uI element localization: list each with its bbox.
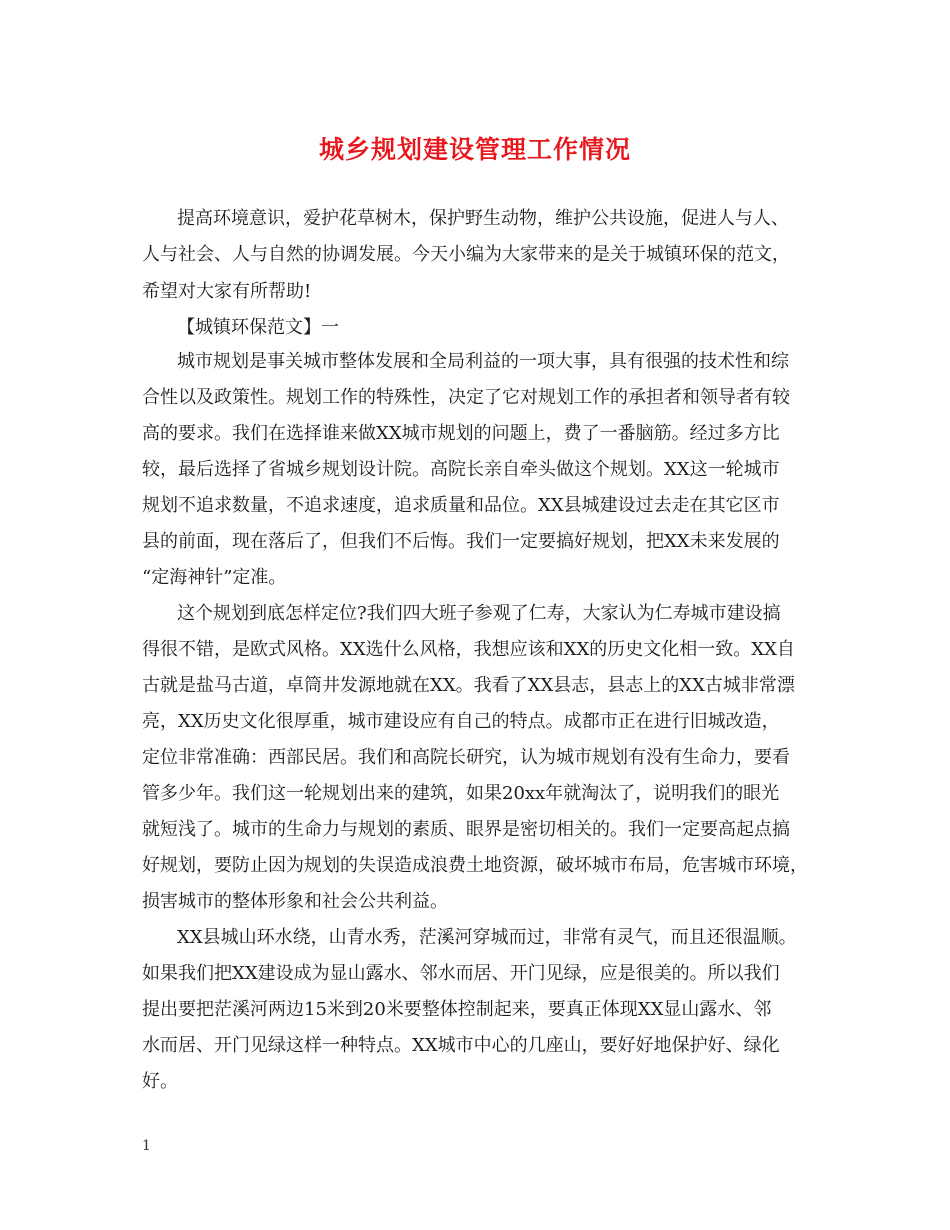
document-title: 城乡规划建设管理工作情况 <box>318 135 631 164</box>
page-number: 1 <box>142 1138 151 1154</box>
paragraph-line: 就短浅了。城市的生命力与规划的素质、眼界是密切相关的。我们一定要高起点搞 <box>142 819 790 840</box>
paragraph-line: 较，最后选择了省城乡规划设计院。高院长亲自牵头做这个规划。XX这一轮城市 <box>142 459 780 480</box>
paragraph-line: 城市规划是事关城市整体发展和全局利益的一项大事，具有很强的技术性和综 <box>177 351 789 372</box>
paragraph-line: 亮，XX历史文化很厚重，城市建设应有自己的特点。成都市正在进行旧城改造， <box>142 711 780 732</box>
paragraph-line: 水而居、开门见绿这样一种特点。XX城市中心的几座山，要好好地保护好、绿化 <box>142 1035 780 1056</box>
paragraph-line: 提高环境意识，爱护花草树木，保护野生动物，维护公共设施，促进人与人、 <box>177 208 789 229</box>
paragraph-line: 人与社会、人与自然的协调发展。今天小编为大家带来的是关于城镇环保的范文， <box>142 244 790 265</box>
paragraph-line: 损害城市的整体形象和社会公共利益。 <box>142 891 448 912</box>
paragraph-line: XX县城山环水绕，山青水秀，茫溪河穿城而过，非常有灵气，而且还很温顺。 <box>177 927 797 948</box>
paragraph-line: 县的前面，现在落后了，但我们不后悔。我们一定要搞好规划，把XX未来发展的 <box>142 531 780 552</box>
paragraph-line: 管多少年。我们这一轮规划出来的建筑，如果20xx年就淘汰了，说明我们的眼光 <box>142 783 780 804</box>
paragraph-line: 提出要把茫溪河两边15米到20米要整体控制起来，要真正体现XX显山露水、邻 <box>142 999 772 1020</box>
paragraph-line: 希望对大家有所帮助! <box>142 281 312 302</box>
section-heading: 【城镇环保范文】一 <box>177 317 339 338</box>
paragraph-line: 好。 <box>142 1071 178 1092</box>
paragraph-line: 古就是盐马古道，卓筒井发源地就在XX。我看了XX县志，县志上的XX古城非常漂 <box>142 675 795 696</box>
paragraph-line: 这个规划到底怎样定位?我们四大班子参观了仁寿，大家认为仁寿城市建设搞 <box>177 603 781 624</box>
paragraph-line: 如果我们把XX建设成为显山露水、邻水而居、开门见绿，应是很美的。所以我们 <box>142 963 780 984</box>
paragraph-line: 高的要求。我们在选择谁来做XX城市规划的问题上，费了一番脑筋。经过多方比 <box>142 423 780 444</box>
paragraph-line: “定海神针”定准。 <box>142 567 287 588</box>
paragraph-line: 规划不追求数量，不追求速度，追求质量和品位。XX县城建设过去走在其它区市 <box>142 495 780 516</box>
paragraph-line: 好规划，要防止因为规划的失误造成浪费土地资源，破坏城市布局，危害城市环境， <box>142 855 808 876</box>
paragraph-line: 合性以及政策性。规划工作的特殊性，决定了它对规划工作的承担者和领导者有较 <box>142 387 790 408</box>
paragraph-line: 定位非常准确：西部民居。我们和高院长研究，认为城市规划有没有生命力，要看 <box>142 747 790 768</box>
paragraph-line: 得很不错，是欧式风格。XX选什么风格，我想应该和XX的历史文化相一致。XX自 <box>142 639 795 660</box>
